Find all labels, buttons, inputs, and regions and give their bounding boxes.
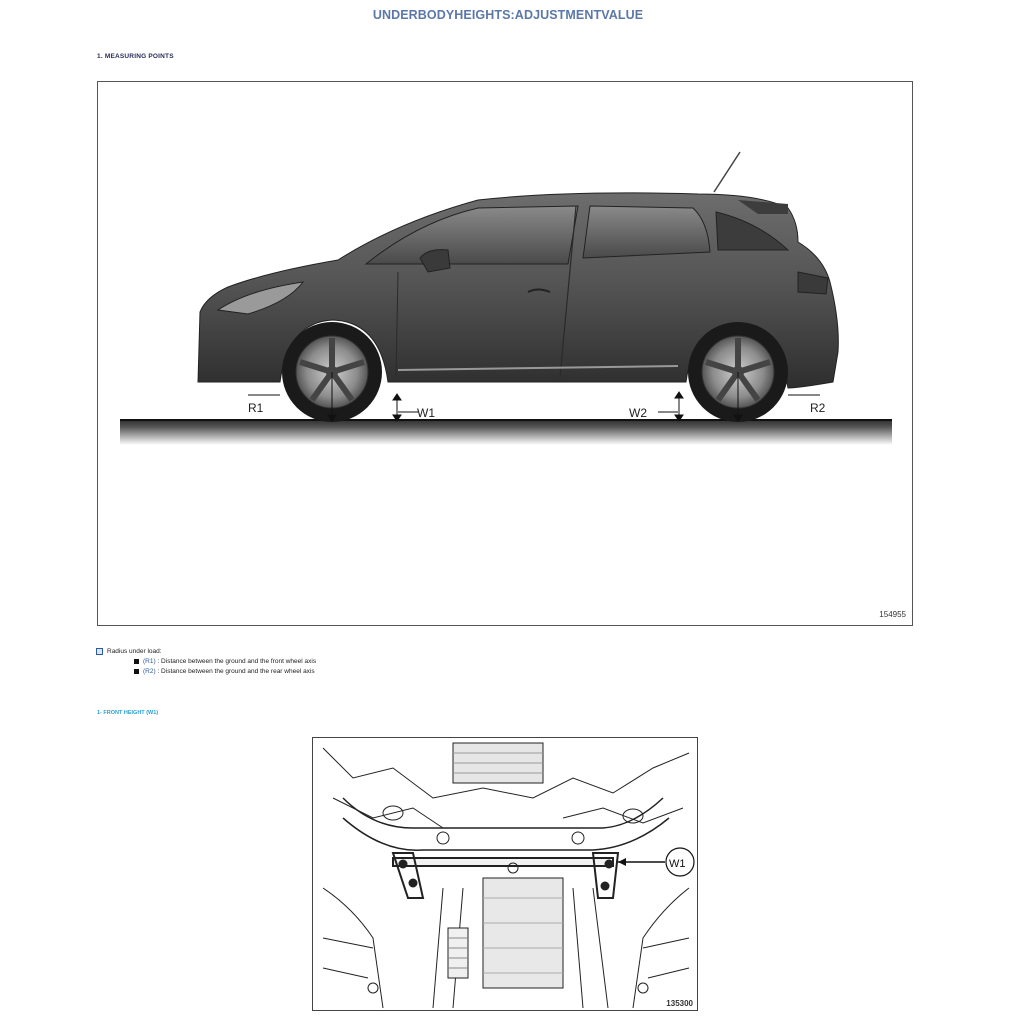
figure-reference-number: 135300 <box>666 999 693 1008</box>
figure-reference-number: 154955 <box>879 610 906 619</box>
car-side-figure <box>97 81 913 626</box>
note-ref: (R2) <box>143 668 156 675</box>
note-text: : Distance between the ground and the rear wheel axis <box>155 668 315 675</box>
notes-heading <box>96 648 316 655</box>
antenna <box>714 152 740 192</box>
note-item <box>134 668 316 675</box>
rear-window <box>583 206 710 258</box>
square-bullet-icon <box>134 659 139 664</box>
label-r2: R2 <box>810 401 826 415</box>
square-bullet-icon <box>134 669 139 674</box>
label-r1: R1 <box>248 401 264 415</box>
note-item <box>134 658 316 665</box>
label-w2: W2 <box>629 406 647 420</box>
subsection-heading: 1- FRONT HEIGHT (W1) <box>97 710 159 716</box>
label-w1: W1 <box>417 406 435 420</box>
ground-shadow <box>120 419 892 445</box>
page-title: UNDERBODYHEIGHTS:ADJUSTMENTVALUE <box>372 8 644 22</box>
notes-heading-text: Radius under load: <box>107 648 162 655</box>
underbody-figure <box>312 737 698 1011</box>
note-checkbox-icon <box>96 648 103 655</box>
section-heading: 1. MEASURING POINTS <box>97 53 174 60</box>
notes-block <box>96 648 316 675</box>
car-side-illustration <box>98 82 914 627</box>
note-text: : Distance between the ground and the front wheel axis <box>155 658 317 665</box>
label-w1-callout: W1 <box>669 858 686 870</box>
note-ref: (R1) <box>143 658 156 665</box>
underbody-illustration <box>313 738 698 1011</box>
